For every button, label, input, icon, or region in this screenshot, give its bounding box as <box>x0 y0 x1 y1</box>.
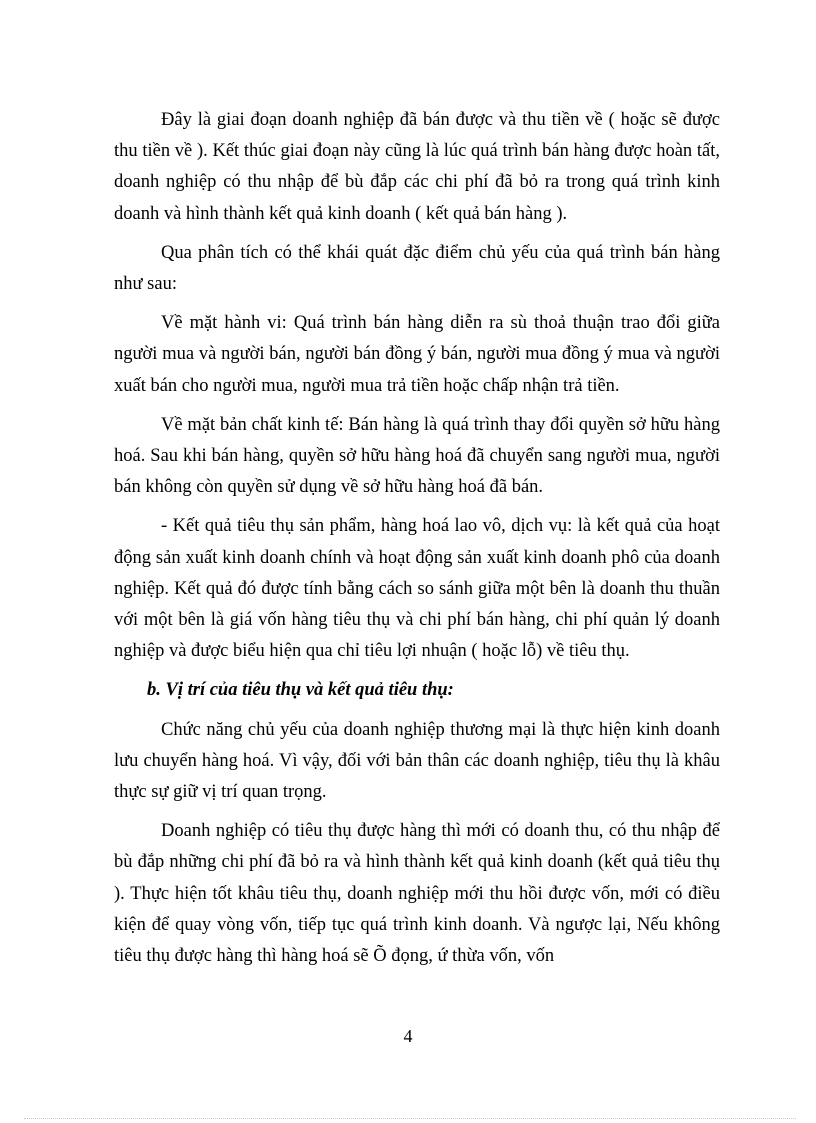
paragraph-main-function: Chức năng chủ yếu của doanh nghiệp thương mại là thực hiện kinh doanh lưu chuyển hàng hoá. Vì vậy, đối với bản thân các doanh nghiệp, tiêu thụ là khâu thực sự giữ vị trí quan trọng. <box>114 719 720 803</box>
paragraph-consumption-result: - Kết quả tiêu thụ sản phẩm, hàng hoá lao vô, dịch vụ: là kết quả của hoạt động sản xuất kinh doanh chính và hoạt động sản xuất kinh doanh phô của doanh nghiệp. Kết quả đó được tính bằng cách so sánh giữa một bên là doanh thu thuần với một bên là giá vốn hàng tiêu thụ và chi phí bán hàng, chi phí quản lý doanh nghiệp và được biểu hiện qua chỉ tiêu lợi nhuận ( hoặc lỗ) về tiêu thụ. <box>114 516 720 662</box>
paragraph-revenue: Doanh nghiệp có tiêu thụ được hàng thì mới có doanh thu, có thu nhập để bù đắp những chi phí đã bỏ ra và hình thành kết quả kinh doanh (kết quả tiêu thụ ). Thực hiện tốt khâu tiêu thụ, doanh nghiệp mới thu hồi được vốn, mới có điều kiện để quay vòng vốn, tiếp tục quá trình kinh doanh. Và ngược lại, Nếu không tiêu thụ được hàng thì hàng hoá sẽ Õ đọng, ứ thừa vốn, vốn <box>114 821 720 967</box>
page-number: 4 <box>403 1026 413 1046</box>
section-heading: b. Vị trí của tiêu thụ và kết quả tiêu thụ: <box>147 680 454 701</box>
body-text <box>114 105 720 980</box>
paragraph-behavior-aspect: Về mặt hành vi: Quá trình bán hàng diễn ra sù thoả thuận trao đổi giữa người mua và người bán, người bán đồng ý bán, người mua đồng ý mua và người xuất bán cho người mua, người mua trả tiền hoặc chấp nhận trả tiền. <box>114 313 720 396</box>
paragraph-stage-completion: Đây là giai đoạn doanh nghiệp đã bán được và thu tiền về ( hoặc sẽ được thu tiền về ). Kết thúc giai đoạn này cũng là lúc quá trình bán hàng được hoàn tất, doanh nghiệp có thu nhập để bù đắp các chi phí đã bỏ ra trong quá trình kinh doanh và hình thành kết quả kinh doanh ( kết quả bán hàng ). <box>114 110 720 224</box>
bottom-divider <box>24 1118 796 1119</box>
paragraph-economic-aspect: Về mặt bản chất kinh tế: Bán hàng là quá trình thay đổi quyền sở hữu hàng hoá. Sau khi bán hàng, quyền sở hữu hàng hoá đã chuyển sang người mua, người bán không còn quyền sử dụng về sở hữu hàng hoá đã bán. <box>114 414 720 498</box>
paragraph-analysis-intro: Qua phân tích có thể khái quát đặc điểm chủ yếu của quá trình bán hàng như sau: <box>114 242 720 295</box>
